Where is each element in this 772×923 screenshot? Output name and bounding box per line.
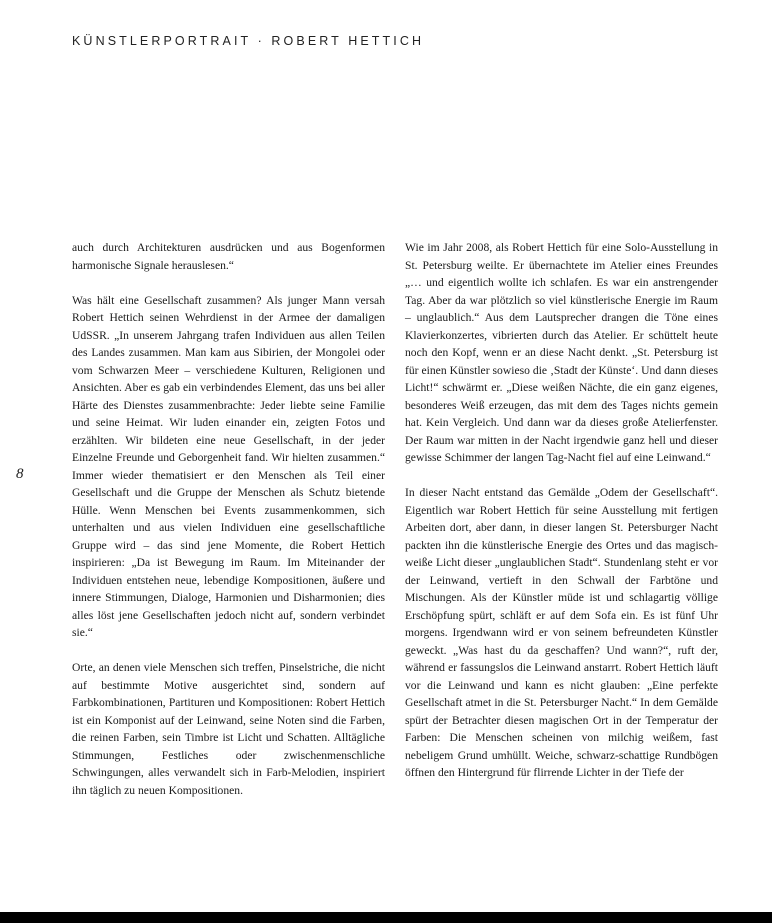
right-text-column — [405, 239, 718, 782]
left-paragraph-3: Orte, an denen viele Menschen sich treffen, Pinselstriche, die nicht auf bestimmte Motive ausgerichtet sind, sondern auf Farbkombinationen, Partituren und Kompositionen: Robert Hettich ist ein Komponist auf der Leinwand, seine Noten sind die Farben, die reinen Farben, sein Timbre ist Licht und Schatten. Alltägliche Stimmungen, Festliches oder zwischenmenschliche Schwingungen, alles verwandelt sich in Farb-Melodien, inspiriert ihn täglich zu neuen Kompositionen. — [72, 661, 385, 797]
left-paragraph-2: Was hält eine Gesellschaft zusammen? Als junger Mann versah Robert Hettich seinen Wehrdienst in der Armee der damaligen UdSSR. „In unserem Jahrgang trafen Individuen aus allen Teilen des Landes zusammen. Man kam aus Sibirien, der Mongolei oder vom Schwarzen Meer – verschiedene Kulturen, Religionen und Ansichten. Aber es gab ein verbindendes Element, das uns bei aller Härte des Dienstes zusammenbrachte: Jeder liebte seine Familie und seine Heimat. Wir luden einander ein, zeigten Fotos und erzählten. Wir bildeten eine neue Gesellschaft, in der jeder Einzelne Freunde und Geborgenheit fand. Wir hielten zusammen.“ Immer wieder thematisiert er den Menschen als Teil einer Gesellschaft und die Gruppe der Menschen als Schutz bietende Hülle. Wenn Menschen bei Events zusammenkommen, sich unterhalten und aus vielen Individuen eine gesellschaftliche Gruppe wird – das sind jene Momente, die Robert Hettich inspirieren: „Da ist Bewegung im Raum. Im Miteinander der Individuen entstehen neue, lebendige Kompositionen, äußere und innere Stimmungen, Dialoge, Harmonien und Disharmonien; dies alles löst jene Gesellschaften jedoch nicht auf, sondern verbindet sie.“ — [72, 293, 385, 639]
bottom-edge-bar — [0, 912, 772, 923]
page-number: 8 — [16, 466, 24, 482]
left-paragraph-1: auch durch Architekturen ausdrücken und aus Bogenformen harmonische Signale herauslesen.“ — [72, 241, 385, 272]
left-text-column — [72, 239, 385, 799]
right-paragraph-2: In dieser Nacht entstand das Gemälde „Odem der Gesellschaft“. Eigentlich war Robert Hettich für seine Ausstellung mit fertigen Arbeiten dort, aber dann, in dieser langen St. Petersburger Nacht packten ihn die künstlerische Energie des Ortes und das magisch-weiße Licht dieser „unglaublichen Stadt“. Stundenlang steht er vor der Leinwand, vertieft in den Schwall der Farbtöne und Mischungen. Als der Künstler müde ist und schlagartig völlige Erschöpfung spürt, schläft er auf dem Sofa ein. Es ist fünf Uhr morgens. Irgendwann wird er von seinem befreundeten Künstler geweckt. „Was hast du da geschaffen? Und wann?“, ruft der, während er fassungslos die Leinwand anstarrt. Robert Hettich läuft vor die Leinwand und kann es nicht glauben: „Eine perfekte Gesellschaft atmet in die St. Petersburger Nacht.“ In dem Gemälde spürt der Betrachter diesen magischen Ort in der Temperatur der Farben: Die Menschen scheinen von milchig weißem, fast nebeligem Grund umhüllt. Weiche, schwarz-schattige Rundbögen öffnen den Hintergrund für flirrende Lichter in der Tiefe der — [405, 486, 718, 779]
running-header: KÜNSTLERPORTRAIT · ROBERT HETTICH — [72, 34, 425, 48]
right-paragraph-1: Wie im Jahr 2008, als Robert Hettich für eine Solo-Ausstellung in St. Petersburg weilte. Er übernachtete im Atelier eines Freundes „… und eigentlich wollte ich schlafen. Es war ein anstrengender Tag. Aber da war plötzlich so viel künstlerische Energie im Raum – unglaublich.“ Aus dem Lautsprecher drangen die Töne eines Klavierkonzertes, vibrierten durch das Atelier. Er schüttelt heute noch den Kopf, wenn er an diese Nacht denkt. „St. Petersburg ist für einen Künstler sowieso die ‚Stadt der Künste‘. Und dann dieses Licht!“ schwärmt er. „Diese weißen Nächte, die ein ganz eigenes, besonderes Weiß erzeugen, das mit dem des Tages nichts gemein hat. Kein Vergleich. Und dann war da dieses große Atelierfenster. Der Raum war mitten in der Nacht irgendwie ganz hell und dieser gewisse Schimmer der langen Tag-Nacht fiel auf eine Leinwand.“ — [405, 241, 718, 464]
